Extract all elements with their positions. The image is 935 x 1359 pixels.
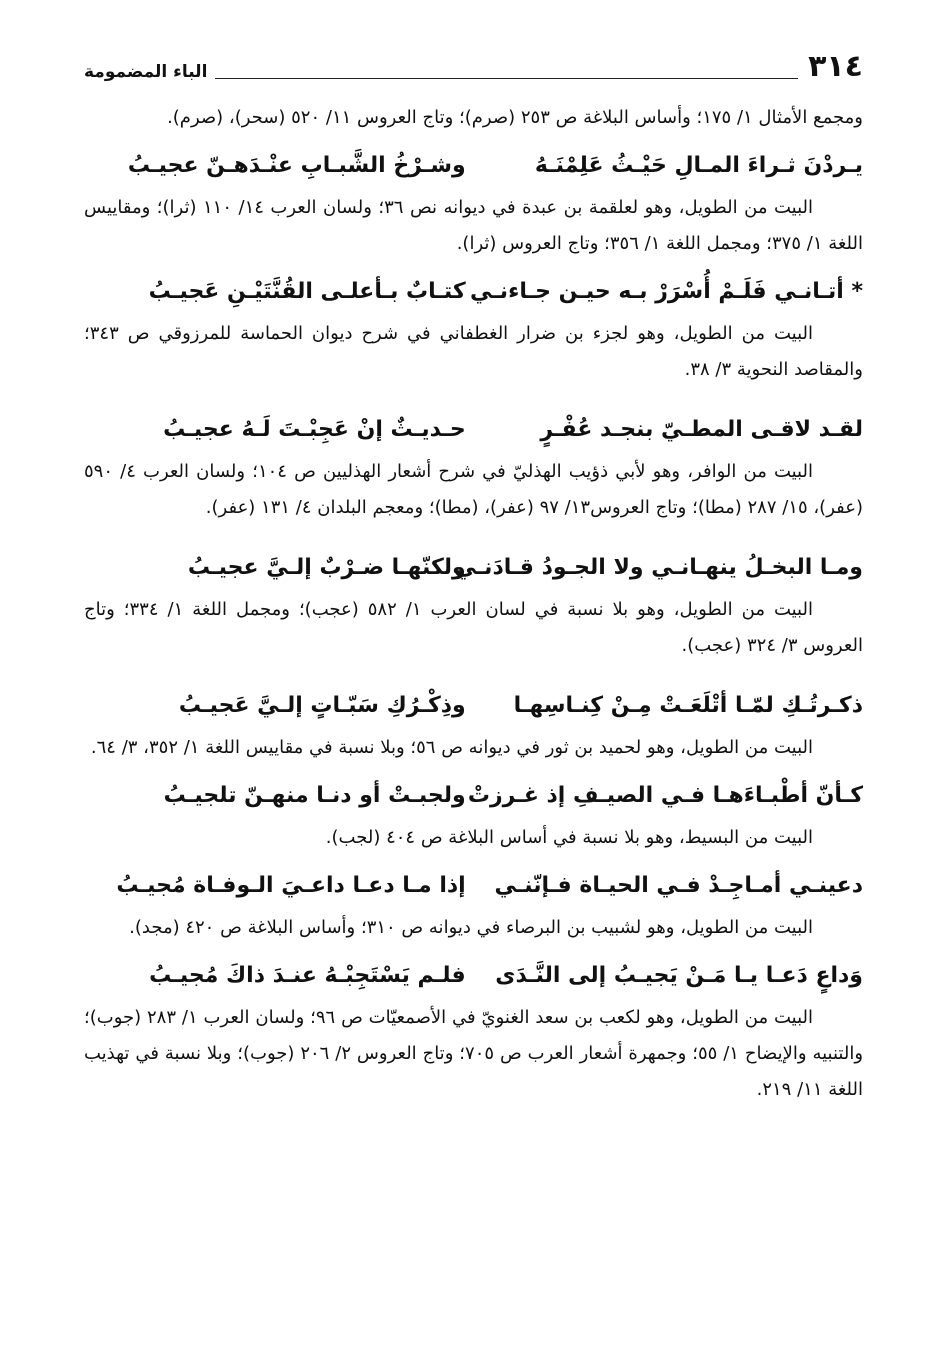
- verse-line: [84, 544, 863, 592]
- verse-first-hemistich: لقـد لاقـى المطـيّ بنجـد عُفْـرٍ: [540, 417, 863, 442]
- verse-first-hemistich: ذكـرتُـكِ لمّـا أتْلَعَـتْ مِـنْ كِنـاسِهـا: [513, 693, 863, 718]
- verse-note: البيت من الطويل، وهو بلا نسبة في لسان العرب ١/ ٥٨٢ (عجب)؛ ومجمل اللغة ١/ ٣٣٤؛ وتاج العروس ٣/ ٣٢٤ (عجب).: [84, 599, 863, 656]
- verse-entry: [84, 406, 863, 526]
- verse-note: البيت من الطويل، وهو لجزء بن ضرار الغطفاني في شرح ديوان الحماسة للمرزوقي ص ٣٤٣؛ والمقاصد النحوية ٣/ ٣٨.: [84, 323, 863, 380]
- verse-second-hemistich: وذِكْـرُكِ سَبّـاتٍ إلـيَّ عَجيـبُ: [178, 693, 466, 718]
- verse-second-hemistich: ولكنّهـا ضـرْبٌ إلـيَّ عجيـبُ: [187, 555, 466, 580]
- verse-note: البيت من الطويل، وهو لكعب بن سعد الغنويّ في الأصمعيّات ص ٩٦؛ ولسان العرب ١/ ٢٨٣ (جوب)؛ والتنبيه والإيضاح ١/ ٥٥؛ وجمهرة أشعار العرب ص ٧٠٥؛ وتاج العروس ٢/ ٢٠٦ (جوب)؛ وبلا نسبة في تهذيب اللغة ١١/ ٢١٩.: [84, 1007, 864, 1100]
- verse-second-hemistich: وشـرْخُ الشَّبـابِ عنْـدَهـنّ عجيـبُ: [127, 153, 466, 178]
- verse-line: [84, 772, 863, 820]
- verse-note: البيت من الطويل، وهو لحميد بن ثور في ديوانه ص ٥٦؛ وبلا نسبة في مقاييس اللغة ١/ ٣٥٢، ٣/ ٦٤.: [90, 737, 813, 758]
- verse-entry: [84, 862, 863, 946]
- verse-line: [84, 142, 863, 190]
- verse-second-hemistich: فلـم يَسْتَجِبْـهُ عنـدَ ذاكَ مُجيـبُ: [149, 963, 466, 988]
- verse-first-hemistich: ومـا البخـلُ ينهـانـي ولا الجـودُ قـادَنـي: [454, 555, 863, 580]
- verse-first-hemistich: وَداعٍ دَعـا يـا مَـنْ يَجيـبُ إلى النَّـدَى: [495, 963, 863, 988]
- verse-line: [84, 952, 863, 1000]
- verse-entry: [84, 142, 863, 262]
- verse-entry: [84, 952, 863, 1108]
- intro-paragraph: ومجمع الأمثال ١/ ١٧٥؛ وأساس البلاغة ص ٢٥٣ (صرم)؛ وتاج العروس ١١/ ٥٢٠ (سحر)، (صرم).: [167, 107, 863, 128]
- verse-second-hemistich: إذا مـا دعـا داعـيَ الـوفـاة مُجيـبُ: [116, 873, 466, 898]
- verse-first-hemistich: * أتـانـي فَلَـمْ أُسْرَرْ بـه حيـن جـاءنـي: [470, 279, 863, 304]
- verse-note: البيت من الطويل، وهو لشبيب بن البرصاء في ديوانه ص ٣١٠؛ وأساس البلاغة ص ٤٢٠ (مجد).: [129, 917, 813, 938]
- verse-second-hemistich: ولجبـتْ أو دنـا منهـنّ تلجيـبُ: [163, 783, 466, 808]
- page-body: [84, 100, 863, 1108]
- verse-second-hemistich: حـديـثٌ إنْ عَجِبْـتَ لَـهُ عجيـبُ: [163, 417, 466, 442]
- verse-entry: [84, 772, 863, 856]
- verse-line: [84, 268, 863, 316]
- page-number: ٣١٤: [808, 49, 863, 84]
- verse-note: البيت من الوافر، وهو لأبي ذؤيب الهذليّ في شرح أشعار الهذليين ص ١٠٤؛ ولسان العرب ٤/ ٥٩٠ (عفر)، ١٥/ ٢٨٧ (مطا)؛ وتاج العروس١٣/ ٩٧ (عفر)، (مطا)؛ ومعجم البلدان ٤/ ١٣١ (عفر).: [84, 461, 863, 518]
- verse-note: البيت من البسيط، وهو بلا نسبة في أساس البلاغة ص ٤٠٤ (لجب).: [325, 827, 813, 848]
- verse-line: [84, 406, 863, 454]
- verse-entry: [84, 544, 863, 664]
- running-header: [84, 40, 863, 88]
- verse-note: البيت من الطويل، وهو لعلقمة بن عبدة في ديوانه نص ٣٦؛ ولسان العرب ١٤/ ١١٠ (ثرا)؛ ومقاييس اللغة ١/ ٣٧٥؛ ومجمل اللغة ١/ ٣٥٦؛ وتاج العروس (ثرا).: [84, 197, 863, 254]
- verse-entry: [84, 268, 863, 388]
- verse-line: [84, 682, 863, 730]
- header-rule: [215, 78, 798, 79]
- verse-line: [84, 862, 863, 910]
- verse-entry: [84, 682, 863, 766]
- verse-second-hemistich: كتـابٌ بـأعلـى القُنَّتَيْـنِ عَجيـبُ: [148, 279, 466, 304]
- verse-first-hemistich: يـردْنَ ثـراءَ المـالِ حَيْـثُ عَلِمْنَـهُ: [534, 153, 863, 178]
- verse-first-hemistich: دعينـي أمـاجِـدْ فـي الحيـاة فـإنّنـي: [494, 873, 863, 898]
- running-header-title: الباء المضمومة: [84, 62, 208, 82]
- verse-first-hemistich: كـأنّ أطْبـاءَهـا فـي الصيـفِ إذ غـرزتْ: [467, 783, 863, 808]
